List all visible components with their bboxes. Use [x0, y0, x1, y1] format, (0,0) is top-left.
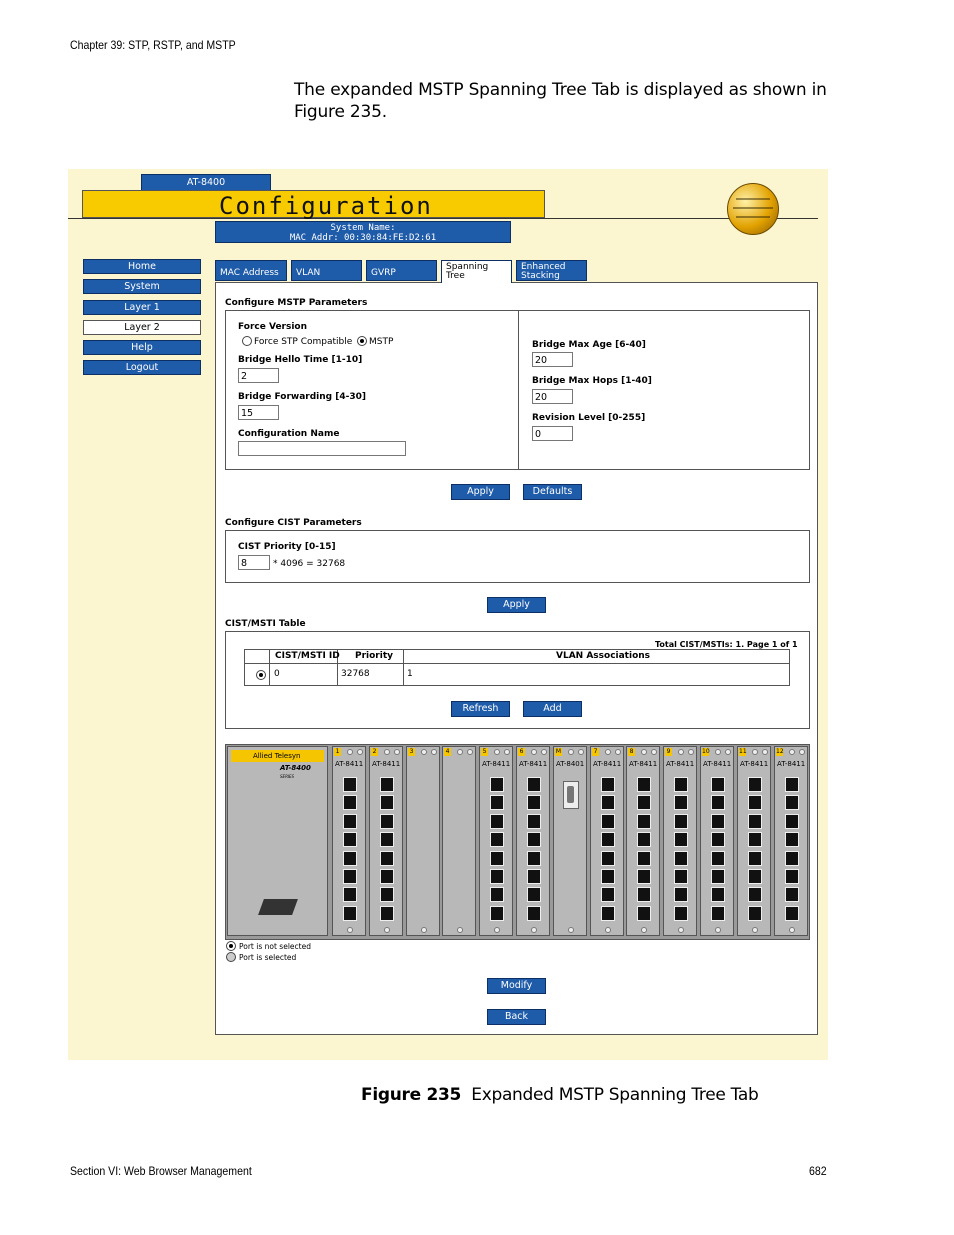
slot-screw-icon: [531, 927, 537, 933]
port-icon[interactable]: [748, 906, 762, 921]
slot-number: 2: [372, 748, 377, 755]
tab-spanning-tree[interactable]: Spanning Tree: [441, 260, 512, 283]
chassis-slot: [590, 746, 624, 936]
legend-not-selected-label: Port is not selected: [239, 942, 311, 951]
slot-led-icon: [467, 749, 473, 755]
config-banner: [82, 190, 545, 218]
port-icon[interactable]: [674, 795, 688, 810]
slot-module-label: AT-8411: [593, 760, 622, 768]
system-info: [215, 221, 511, 243]
slot-led-icon: [531, 749, 537, 755]
port-icon[interactable]: [380, 906, 394, 921]
chassis-slot: [663, 746, 697, 936]
port-icon[interactable]: [601, 814, 615, 829]
add-button[interactable]: Add: [523, 701, 582, 717]
figure-caption-text: Expanded MSTP Spanning Tree Tab: [471, 1085, 759, 1105]
slot-led-icon: [347, 749, 353, 755]
chassis-slot: [774, 746, 808, 936]
slot-screw-icon: [641, 927, 647, 933]
forwarding-label: Bridge Forwarding [4-30]: [238, 392, 366, 402]
chassis-model: AT-8400 SERIES: [280, 764, 311, 779]
port-icon[interactable]: [380, 851, 394, 866]
port-icon[interactable]: [527, 795, 541, 810]
port-icon[interactable]: [601, 832, 615, 847]
slot-screw-icon: [605, 927, 611, 933]
force-stp-radio[interactable]: [242, 336, 252, 346]
port-icon[interactable]: [785, 869, 799, 884]
port-icon[interactable]: [601, 869, 615, 884]
port-icon[interactable]: [748, 851, 762, 866]
revision-input[interactable]: 0: [532, 426, 573, 441]
nav-layer1-button[interactable]: Layer 1: [83, 300, 201, 315]
slot-module-label: AT-8411: [372, 760, 401, 768]
port-icon[interactable]: [601, 887, 615, 902]
port-icon[interactable]: [674, 869, 688, 884]
nav-system-button[interactable]: System: [83, 279, 201, 294]
port-icon[interactable]: [490, 851, 504, 866]
port-icon[interactable]: [527, 832, 541, 847]
slot-led-icon: [504, 749, 510, 755]
port-icon[interactable]: [748, 832, 762, 847]
slot-number: 1: [335, 748, 340, 755]
max-age-input[interactable]: 20: [532, 352, 573, 367]
tab-mac-address[interactable]: MAC Address: [215, 260, 287, 281]
port-icon[interactable]: [527, 869, 541, 884]
nav-help-button[interactable]: Help: [83, 340, 201, 355]
port-icon[interactable]: [527, 906, 541, 921]
port-icon[interactable]: [601, 851, 615, 866]
globe-logo-icon: [727, 183, 779, 235]
tab-vlan[interactable]: VLAN: [291, 260, 362, 281]
port-icon[interactable]: [637, 814, 651, 829]
port-icon[interactable]: [711, 851, 725, 866]
slot-screw-icon: [457, 927, 463, 933]
slot-screw-icon: [384, 927, 390, 933]
port-icon[interactable]: [380, 832, 394, 847]
port-icon[interactable]: [637, 869, 651, 884]
slot-led-icon: [357, 749, 363, 755]
mstp-apply-button[interactable]: Apply: [451, 484, 510, 500]
slot-module-label: AT-8411: [703, 760, 732, 768]
msti-table: [244, 649, 790, 686]
slot-led-icon: [725, 749, 731, 755]
port-icon[interactable]: [527, 777, 541, 792]
port-icon[interactable]: [711, 832, 725, 847]
slot-number: 12: [776, 748, 784, 755]
footer-page: 682: [809, 1164, 827, 1178]
refresh-button[interactable]: Refresh: [451, 701, 510, 717]
port-icon[interactable]: [527, 851, 541, 866]
port-icon[interactable]: [637, 795, 651, 810]
slot-module-label: AT-8401: [556, 760, 585, 768]
port-icon[interactable]: [674, 851, 688, 866]
port-icon[interactable]: [343, 851, 357, 866]
slot-led-icon: [762, 749, 768, 755]
port-icon[interactable]: [785, 814, 799, 829]
port-icon[interactable]: [601, 777, 615, 792]
forwarding-input[interactable]: 15: [238, 405, 279, 420]
port-icon[interactable]: [785, 795, 799, 810]
slot-led-icon: [641, 749, 647, 755]
chassis-slot: [516, 746, 550, 936]
slot-module-label: AT-8411: [519, 760, 548, 768]
revision-label: Revision Level [0-255]: [532, 413, 646, 423]
port-icon[interactable]: [527, 887, 541, 902]
table-cell-priority: 32768: [341, 669, 370, 679]
slot-led-icon: [578, 749, 584, 755]
port-icon[interactable]: [343, 869, 357, 884]
chassis-slot: [737, 746, 771, 936]
cist-box: [225, 530, 810, 583]
port-icon[interactable]: [343, 832, 357, 847]
port-icon[interactable]: [637, 906, 651, 921]
slot-screw-icon: [347, 927, 353, 933]
chassis-front: [227, 746, 328, 936]
port-icon[interactable]: [711, 795, 725, 810]
page-header: Chapter 39: STP, RSTP, and MSTP: [70, 38, 236, 52]
slot-number: M: [555, 748, 562, 755]
slot-led-icon: [384, 749, 390, 755]
slot-led-icon: [605, 749, 611, 755]
port-icon[interactable]: [785, 906, 799, 921]
slot-screw-icon: [568, 927, 574, 933]
mstp-defaults-button[interactable]: Defaults: [523, 484, 582, 500]
slot-screw-icon: [789, 927, 795, 933]
legend-selected-radio: [226, 952, 236, 962]
chassis-slot: [700, 746, 734, 936]
modify-button[interactable]: Modify: [487, 978, 546, 994]
force-version-label: Force Version: [238, 322, 308, 332]
allied-logo-icon: [258, 899, 298, 915]
chassis-slot: [369, 746, 403, 936]
slot-led-icon: [541, 749, 547, 755]
chassis-slot: [406, 746, 440, 936]
port-icon[interactable]: [785, 851, 799, 866]
port-icon[interactable]: [490, 777, 504, 792]
slot-number: 5: [482, 748, 487, 755]
port-icon[interactable]: [490, 887, 504, 902]
slot-led-icon: [568, 749, 574, 755]
port-icon[interactable]: [490, 795, 504, 810]
tab-enhanced-stacking[interactable]: Enhanced Stacking: [516, 260, 587, 281]
port-icon[interactable]: [380, 887, 394, 902]
chassis-slot: [442, 746, 476, 936]
cist-priority-input[interactable]: 8: [238, 555, 270, 570]
port-icon[interactable]: [674, 832, 688, 847]
port-icon[interactable]: [711, 777, 725, 792]
port-icon[interactable]: [637, 887, 651, 902]
port-icon[interactable]: [637, 832, 651, 847]
footer-section: Section VI: Web Browser Management: [70, 1164, 252, 1178]
slot-module-label: AT-8411: [740, 760, 769, 768]
slot-led-icon: [431, 749, 437, 755]
port-icon[interactable]: [637, 851, 651, 866]
slot-number: 6: [519, 748, 524, 755]
port-icon[interactable]: [711, 906, 725, 921]
intro-line-1: The expanded MSTP Spanning Tree Tab is displayed as shown in: [294, 80, 827, 100]
mstp-section-title: Configure MSTP Parameters: [225, 298, 368, 308]
max-hops-label: Bridge Max Hops [1-40]: [532, 376, 652, 386]
table-row-radio[interactable]: [256, 670, 266, 680]
slot-number: 4: [445, 748, 450, 755]
slot-screw-icon: [494, 927, 500, 933]
back-button[interactable]: Back: [487, 1009, 546, 1025]
chassis-brand: Allied Telesyn: [231, 750, 324, 762]
hello-time-input[interactable]: 2: [238, 368, 279, 383]
slot-screw-icon: [678, 927, 684, 933]
nav-home-button[interactable]: Home: [83, 259, 201, 274]
slot-led-icon: [615, 749, 621, 755]
port-icon[interactable]: [674, 814, 688, 829]
force-stp-label: Force STP Compatible: [254, 337, 353, 347]
slot-number: 3: [409, 748, 414, 755]
port-icon[interactable]: [748, 869, 762, 884]
config-name-input[interactable]: [238, 441, 406, 456]
cist-priority-suffix: * 4096 = 32768: [273, 559, 346, 569]
port-icon[interactable]: [380, 869, 394, 884]
slot-led-icon: [799, 749, 805, 755]
col-header-priority: Priority: [355, 651, 393, 661]
port-icon[interactable]: [490, 832, 504, 847]
cist-priority-label: CIST Priority [0-15]: [238, 542, 336, 552]
chassis-slot: [332, 746, 366, 936]
slot-module-label: AT-8411: [777, 760, 806, 768]
port-icon[interactable]: [748, 814, 762, 829]
slot-module-label: AT-8411: [335, 760, 364, 768]
slot-number: 8: [629, 748, 634, 755]
port-icon[interactable]: [748, 777, 762, 792]
port-icon[interactable]: [711, 887, 725, 902]
slot-module-label: AT-8411: [482, 760, 511, 768]
banner-rule: [68, 218, 818, 219]
port-icon[interactable]: [748, 795, 762, 810]
table-cell-id: 0: [274, 669, 280, 679]
tab-gvrp[interactable]: GVRP: [366, 260, 437, 281]
port-icon[interactable]: [343, 814, 357, 829]
cist-section-title: Configure CIST Parameters: [225, 518, 362, 528]
legend-selected-label: Port is selected: [239, 953, 297, 962]
port-icon[interactable]: [785, 832, 799, 847]
slot-led-icon: [651, 749, 657, 755]
port-icon[interactable]: [601, 906, 615, 921]
port-icon[interactable]: [380, 795, 394, 810]
max-age-label: Bridge Max Age [6-40]: [532, 340, 646, 350]
slot-led-icon: [678, 749, 684, 755]
slot-led-icon: [421, 749, 427, 755]
port-icon[interactable]: [785, 887, 799, 902]
figure-caption: [361, 1085, 759, 1105]
slot-led-icon: [394, 749, 400, 755]
port-icon[interactable]: [711, 814, 725, 829]
table-cell-vlan: 1: [407, 669, 413, 679]
chassis-slot: [626, 746, 660, 936]
slot-screw-icon: [715, 927, 721, 933]
port-icon[interactable]: [343, 777, 357, 792]
port-icon[interactable]: [785, 777, 799, 792]
port-icon[interactable]: [527, 814, 541, 829]
col-header-id: CIST/MSTI ID: [275, 651, 340, 661]
port-icon[interactable]: [490, 814, 504, 829]
slot-number: 10: [702, 748, 710, 755]
slot-module-label: AT-8411: [666, 760, 695, 768]
model-tab: AT-8400: [141, 174, 271, 191]
slot-led-icon: [715, 749, 721, 755]
mstp-radio[interactable]: [357, 336, 367, 346]
slot-led-icon: [688, 749, 694, 755]
slot-led-icon: [457, 749, 463, 755]
port-icon[interactable]: [711, 869, 725, 884]
port-icon[interactable]: [637, 777, 651, 792]
port-icon[interactable]: [490, 869, 504, 884]
slot-screw-icon: [421, 927, 427, 933]
table-title: CIST/MSTI Table: [225, 619, 306, 629]
cist-apply-button[interactable]: Apply: [487, 597, 546, 613]
slot-led-icon: [789, 749, 795, 755]
slot-number: 7: [593, 748, 598, 755]
port-icon[interactable]: [674, 777, 688, 792]
port-icon[interactable]: [343, 887, 357, 902]
intro-line-2: Figure 235.: [294, 102, 387, 122]
mac-addr: MAC Addr: 00:30:84:FE:D2:61: [289, 233, 437, 243]
legend-not-selected-radio: [226, 941, 236, 951]
port-icon[interactable]: [748, 887, 762, 902]
mstp-label: MSTP: [369, 337, 394, 347]
port-icon[interactable]: [343, 795, 357, 810]
table-total: Total CIST/MSTIs: 1. Page 1 of 1: [655, 640, 798, 649]
chassis-slot: [479, 746, 513, 936]
port-icon[interactable]: [380, 777, 394, 792]
port-icon[interactable]: [674, 887, 688, 902]
banner-title: Configuration: [219, 192, 433, 220]
port-icon[interactable]: [380, 814, 394, 829]
nav-layer2-button[interactable]: Layer 2: [83, 320, 201, 335]
port-icon[interactable]: [343, 906, 357, 921]
port-icon[interactable]: [601, 795, 615, 810]
port-icon[interactable]: [674, 906, 688, 921]
nav-logout-button[interactable]: Logout: [83, 360, 201, 375]
col-header-vlan: VLAN Associations: [556, 651, 651, 661]
slot-led-icon: [752, 749, 758, 755]
max-hops-input[interactable]: 20: [532, 389, 573, 404]
chassis-slot: [553, 746, 587, 936]
slot-number: 9: [666, 748, 671, 755]
slot-module-label: AT-8411: [629, 760, 658, 768]
serial-port-icon: [563, 781, 579, 809]
port-icon[interactable]: [490, 906, 504, 921]
system-name: System Name:: [330, 223, 396, 233]
mstp-divider: [518, 310, 519, 470]
slot-led-icon: [494, 749, 500, 755]
config-name-label: Configuration Name: [238, 429, 340, 439]
figure-number: Figure 235: [361, 1085, 462, 1105]
slot-screw-icon: [752, 927, 758, 933]
hello-time-label: Bridge Hello Time [1-10]: [238, 355, 363, 365]
slot-number: 11: [739, 748, 747, 755]
